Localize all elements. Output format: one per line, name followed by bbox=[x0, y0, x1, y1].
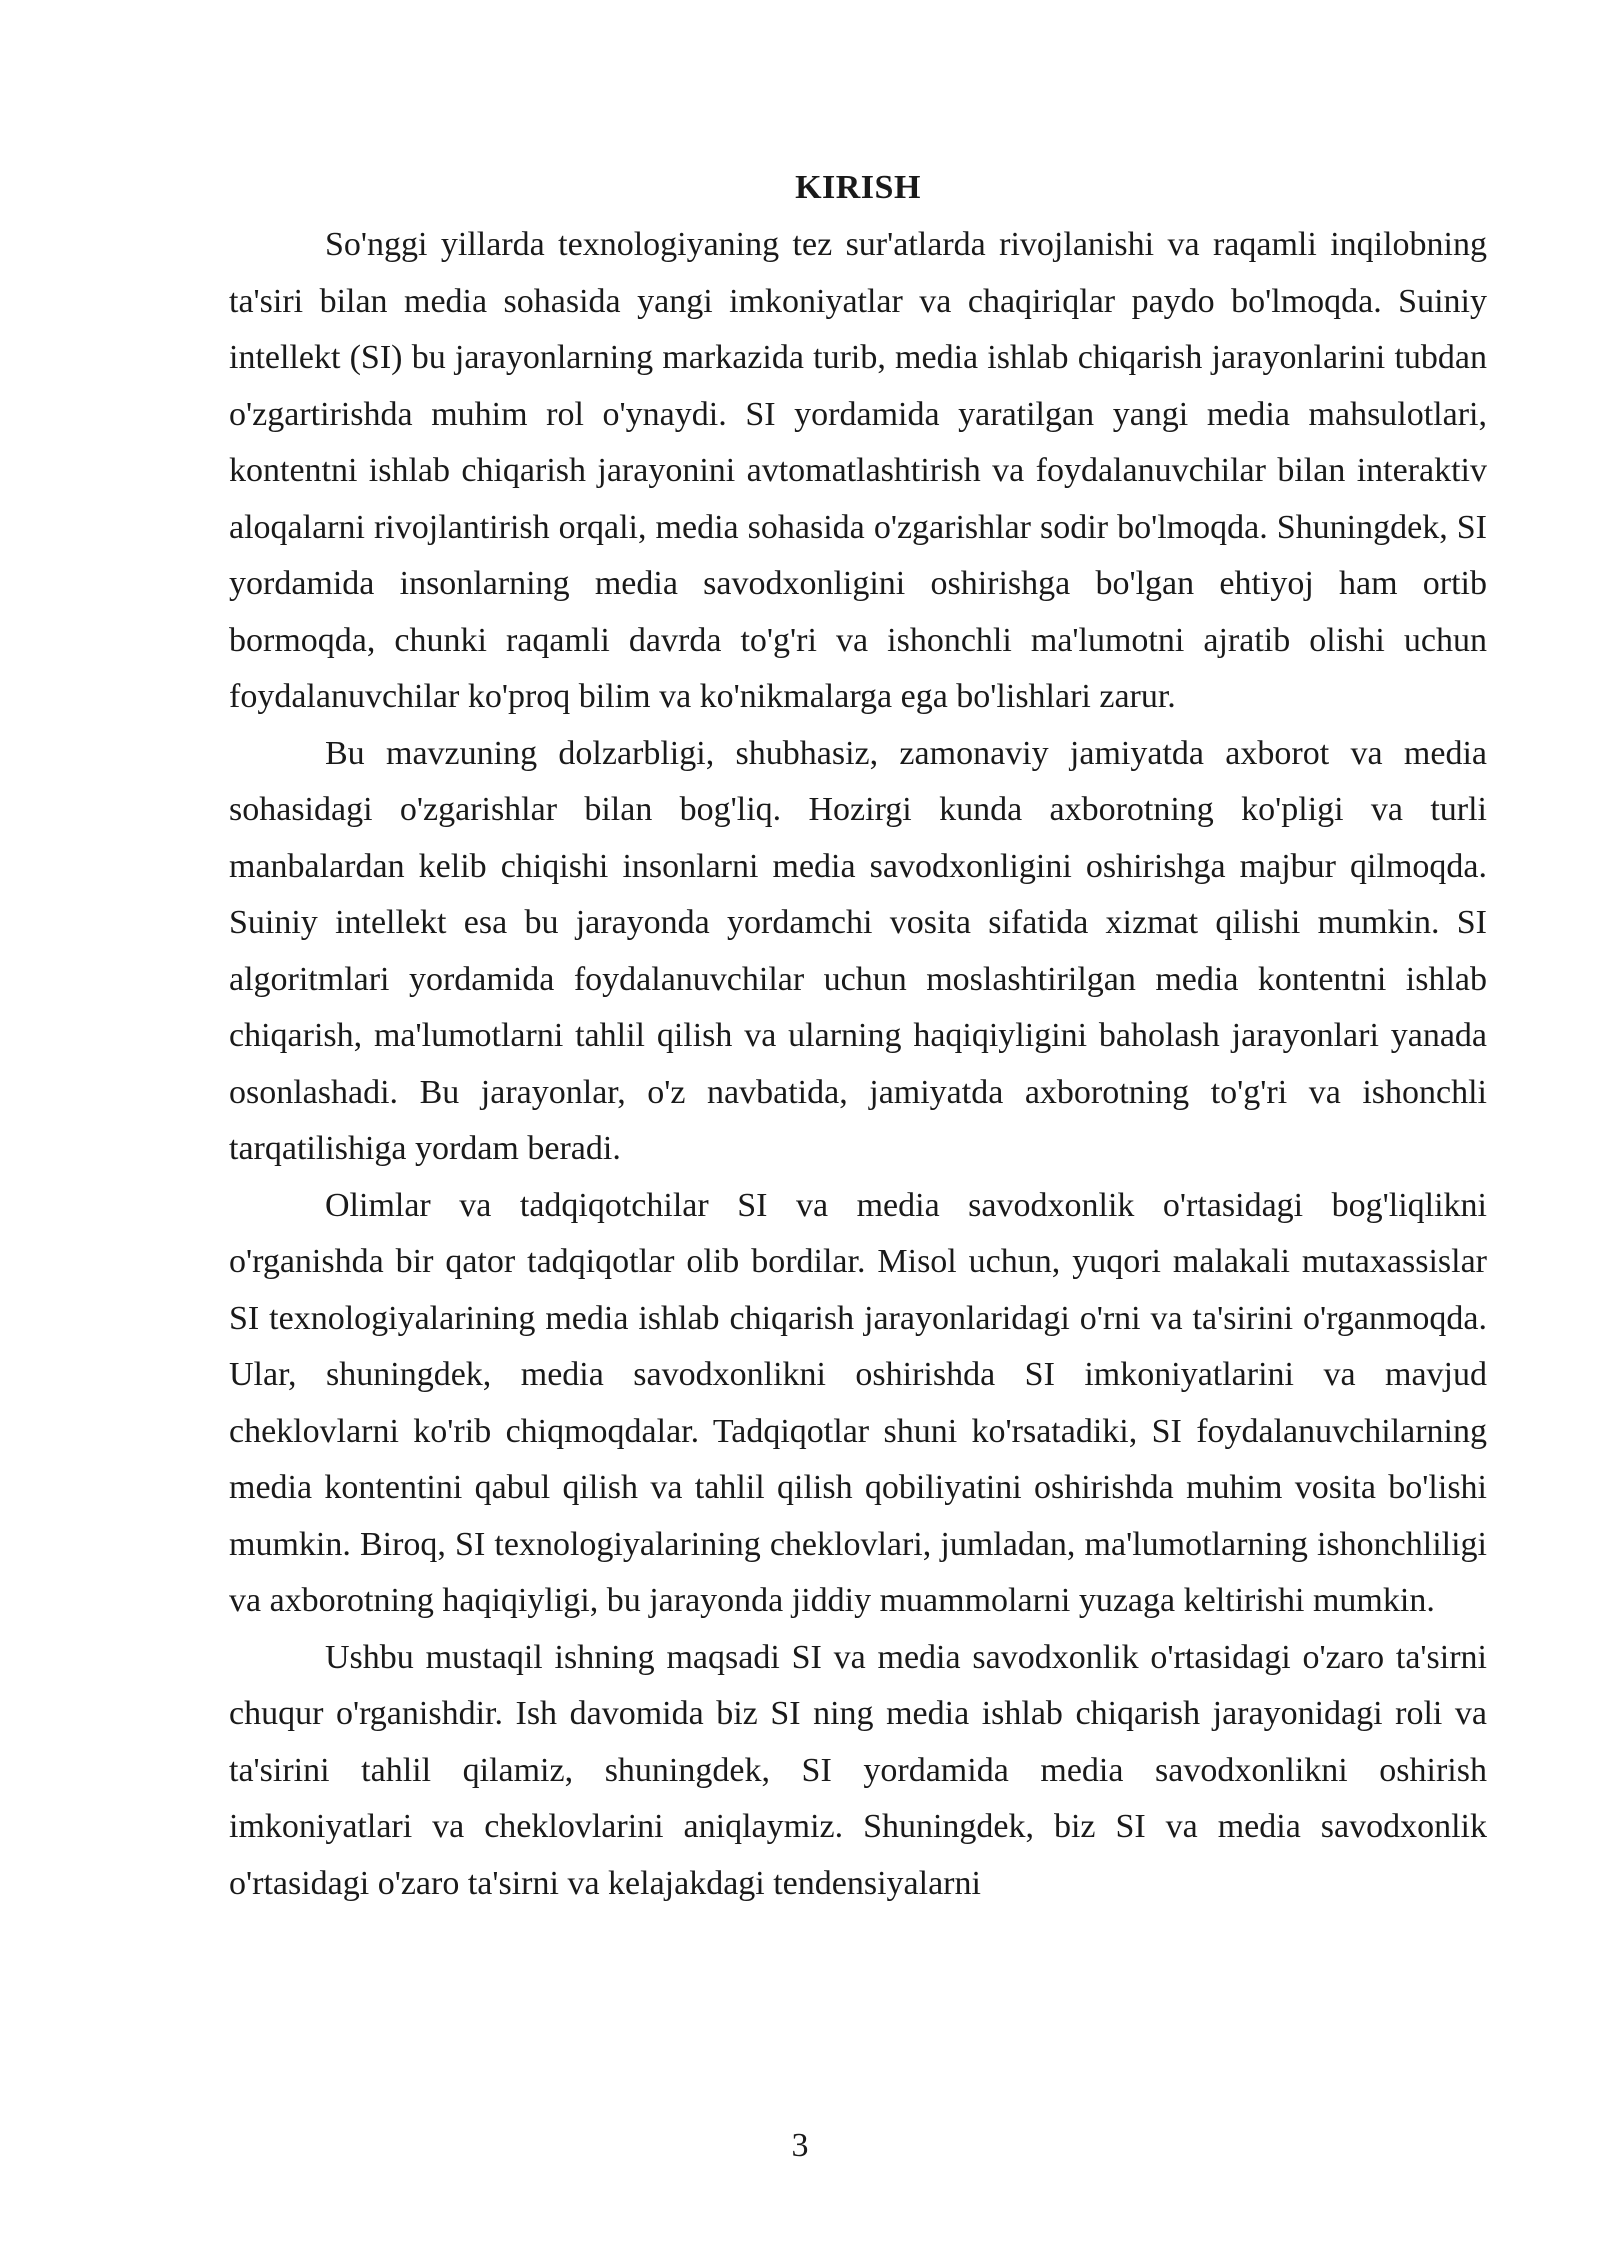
page-number: 3 bbox=[791, 2127, 809, 2164]
paragraph-1: So'nggi yillarda texnologiyaning tez sur'atlarda rivojlanishi va raqamli inqilobning ta'siri bilan media sohasida yangi imkoniyatlar va chaqiriqlar paydo bo'lmoqda. Suiniy intellekt (SI) bu jarayonlarning markazida turib, media ishlab chiqarish jarayonlarini tubdan o'zgartirishda muhim rol o'ynaydi. SI yordamida yaratilgan yangi media mahsulotlari, kontentni ishlab chiqarish jarayonini avtomatlashtirish va foydalanuvchilar bilan interaktiv aloqalarni rivojlantirish orqali, media sohasida o'zgarishlar sodir bo'lmoqda. Shuningdek, SI yordamida insonlarning media savodxonligini oshirishga bo'lgan ehtiyoj ham ortib bormoqda, chunki raqamli davrda to'g'ri va ishonchli ma'lumotni ajratib olishi uchun foydalanuvchilar ko'proq bilim va ko'nikmalarga ega bo'lishlari zarur. bbox=[229, 226, 1487, 715]
paragraph-2: Bu mavzuning dolzarbligi, shubhasiz, zamonaviy jamiyatda axborot va media sohasidagi o'zgarishlar bilan bog'liq. Hozirgi kunda axborotning ko'pligi va turli manbalardan kelib chiqishi insonlarni media savodxonligini oshirishga majbur qilmoqda. Suiniy intellekt esa bu jarayonda yordamchi vosita sifatida xizmat qilishi mumkin. SI algoritmlari yordamida foydalanuvchilar uchun moslashtirilgan media kontentni ishlab chiqarish, ma'lumotlarni tahlil qilish va ularning haqiqiyligini baholash jarayonlari yanada osonlashadi. Bu jarayonlar, o'z navbatida, jamiyatda axborotning to'g'ri va ishonchli tarqatilishiga yordam beradi. bbox=[229, 734, 1487, 1167]
page-body bbox=[229, 160, 1487, 1912]
paragraph-4: Ushbu mustaqil ishning maqsadi SI va media savodxonlik o'rtasidagi o'zaro ta'sirni chuqur o'rganishdir. Ish davomida biz SI ning media ishlab chiqarish jarayonidagi roli va ta'sirini tahlil qilamiz, shuningdek, SI yordamida media savodxonlikni oshirish imkoniyatlari va cheklovlarini aniqlaymiz. Shuningdek, biz SI va media savodxonlik o'rtasidagi o'zaro ta'sirni va kelajakdagi tendensiyalarni bbox=[229, 1638, 1487, 1902]
paragraph-3: Olimlar va tadqiqotchilar SI va media savodxonlik o'rtasidagi bog'liqlikni o'rganishda bir qator tadqiqotlar olib bordilar. Misol uchun, yuqori malakali mutaxassislar SI texnologiyalarining media ishlab chiqarish jarayonlaridagi o'rni va ta'sirini o'rganmoqda. Ular, shuningdek, media savodxonlikni oshirishda SI imkoniyatlarini va mavjud cheklovlarni ko'rib chiqmoqdalar. Tadqiqotlar shuni ko'rsatadiki, SI foydalanuvchilarning media kontentini qabul qilish va tahlil qilish qobiliyatini oshirishda muhim vosita bo'lishi mumkin. Biroq, SI texnologiyalarining cheklovlari, jumladan, ma'lumotlarning ishonchliligi va axborotning haqiqiyligi, bu jarayonda jiddiy muammolarni yuzaga keltirishi mumkin. bbox=[229, 1186, 1487, 1619]
section-heading: KIRISH bbox=[795, 169, 921, 206]
